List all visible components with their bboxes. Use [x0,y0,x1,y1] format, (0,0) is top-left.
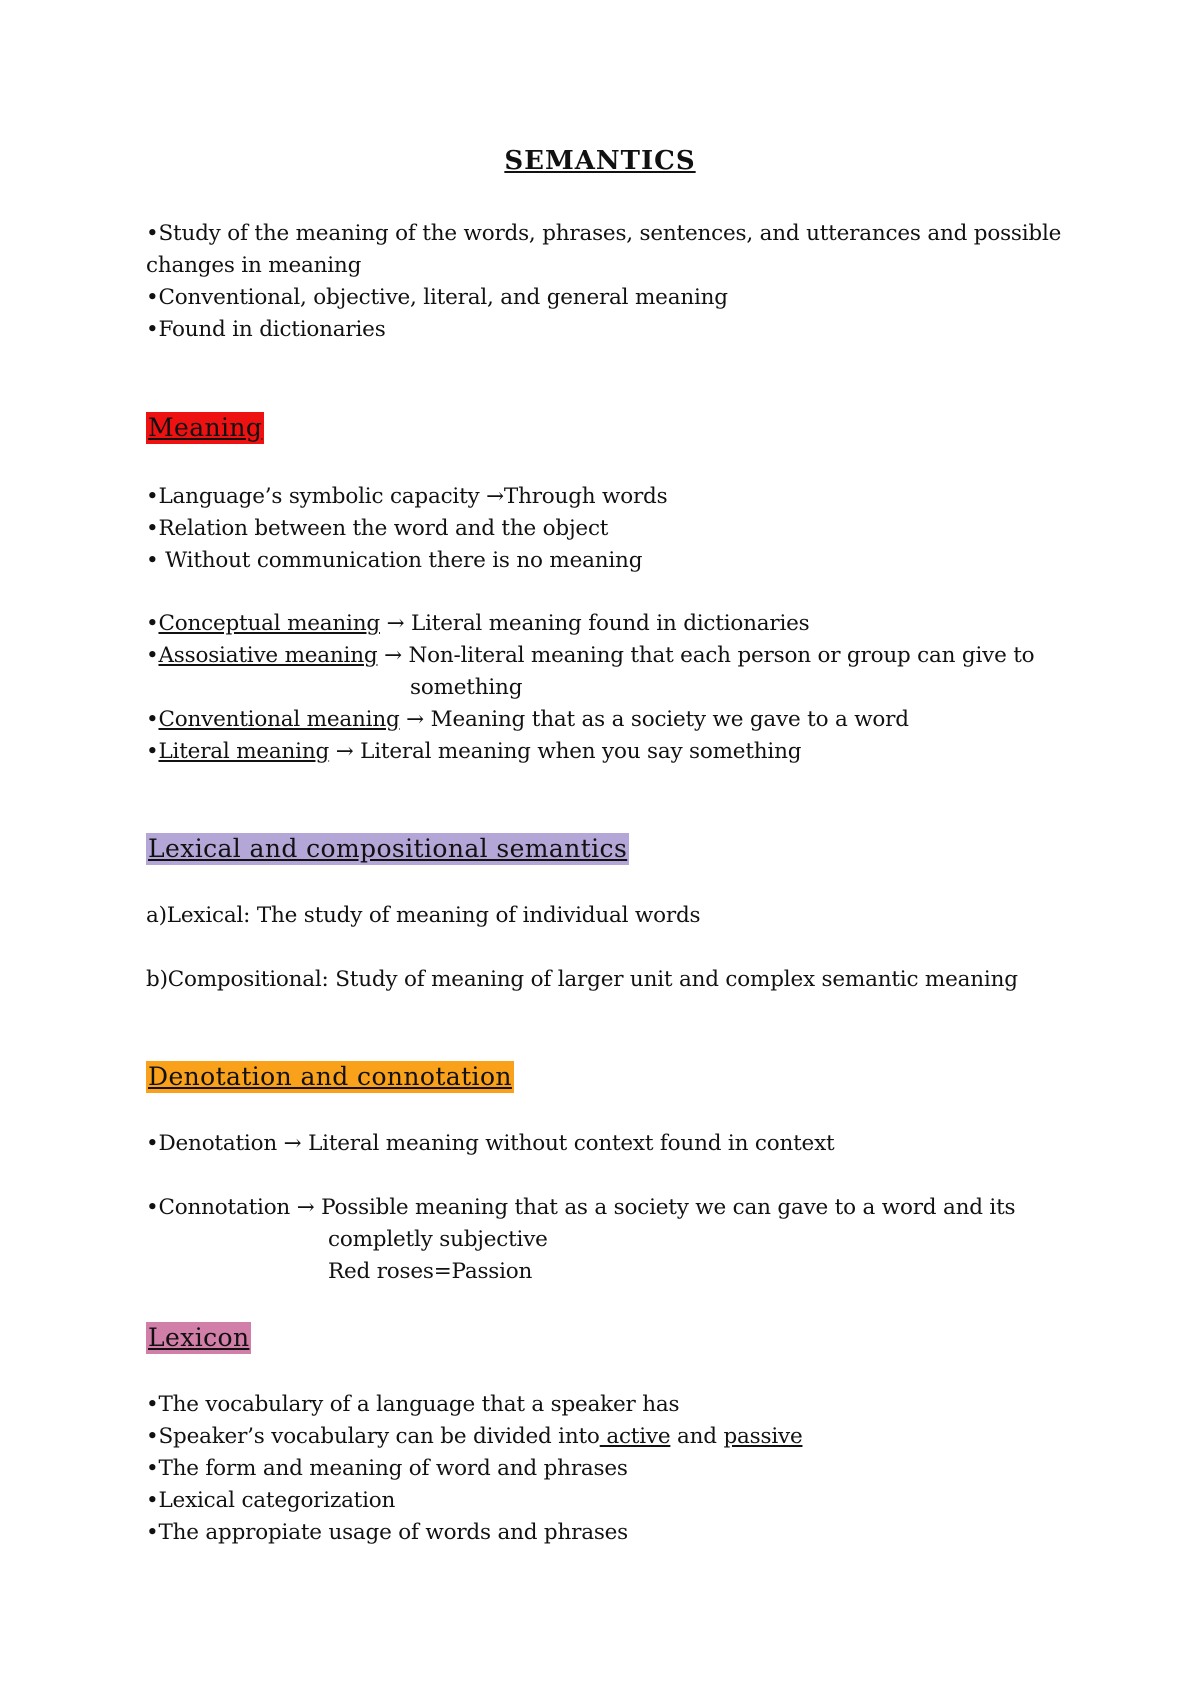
term-conceptual: Conceptual meaning [158,611,380,636]
lexicon-heading: Lexicon [148,1323,250,1352]
lexical-a: a)Lexical: The study of meaning of individual words [146,903,701,928]
term-literal: Literal meaning [158,739,330,764]
desc-assosiative: → Non-literal meaning that each person or group can give to [377,643,1035,668]
meaning-bullet-3: • Without communication there is no meaning [146,548,643,573]
denotation-bullet: •Denotation → Literal meaning without context found in context [146,1131,835,1156]
bullet: • [146,739,159,764]
lexicon-bullet-3: •The form and meaning of word and phrases [146,1456,628,1481]
connotation-continuation: completly subjective [328,1227,548,1252]
page-title: SEMANTICS [504,146,696,176]
meaning-type-conventional [146,706,909,734]
bullet: • [146,611,159,636]
lexicon-bullet-5: •The appropiate usage of words and phrases [146,1520,629,1545]
meaning-bullet-2: •Relation between the word and the object [146,516,609,541]
intro-line-1: •Study of the meaning of the words, phrases, sentences, and utterances and possible [146,221,1062,246]
bullet: • [146,643,159,668]
connotation-example: Red roses=Passion [328,1259,533,1284]
connotation-bullet: •Connotation → Possible meaning that as a society we can gave to a word and its [146,1195,1016,1220]
lexical-heading: Lexical and compositional semantics [148,834,628,863]
intro-line-3: •Conventional, objective, literal, and general meaning [146,285,728,310]
intro-line-4: •Found in dictionaries [146,317,386,342]
lexicon-bullet-2 [146,1423,802,1451]
lexicon-bullet-4: •Lexical categorization [146,1488,396,1513]
lexicon-bullet-2-and: and [670,1424,724,1449]
lexical-b: b)Compositional: Study of meaning of larger unit and complex semantic meaning [146,967,1018,992]
lexicon-bullet-2-text: •Speaker’s vocabulary can be divided into [146,1424,600,1449]
meaning-bullet-1: •Language’s symbolic capacity →Through words [146,484,668,509]
term-passive: passive [723,1424,803,1449]
term-assosiative: Assosiative meaning [158,643,378,668]
denotation-heading: Denotation and connotation [148,1062,512,1091]
bullet: • [146,707,159,732]
meaning-type-assosiative [146,642,1034,670]
meaning-heading: Meaning [148,413,263,442]
desc-literal: → Literal meaning when you say something [329,739,802,764]
desc-conceptual: → Literal meaning found in dictionaries [379,611,810,636]
term-active: active [599,1424,671,1449]
assosiative-continuation: something [410,675,523,700]
meaning-type-literal [146,738,801,766]
lexicon-bullet-1: •The vocabulary of a language that a speaker has [146,1392,680,1417]
term-conventional: Conventional meaning [158,707,400,732]
meaning-type-conceptual [146,610,810,638]
desc-conventional: → Meaning that as a society we gave to a word [399,707,909,732]
intro-line-2: changes in meaning [146,253,362,278]
